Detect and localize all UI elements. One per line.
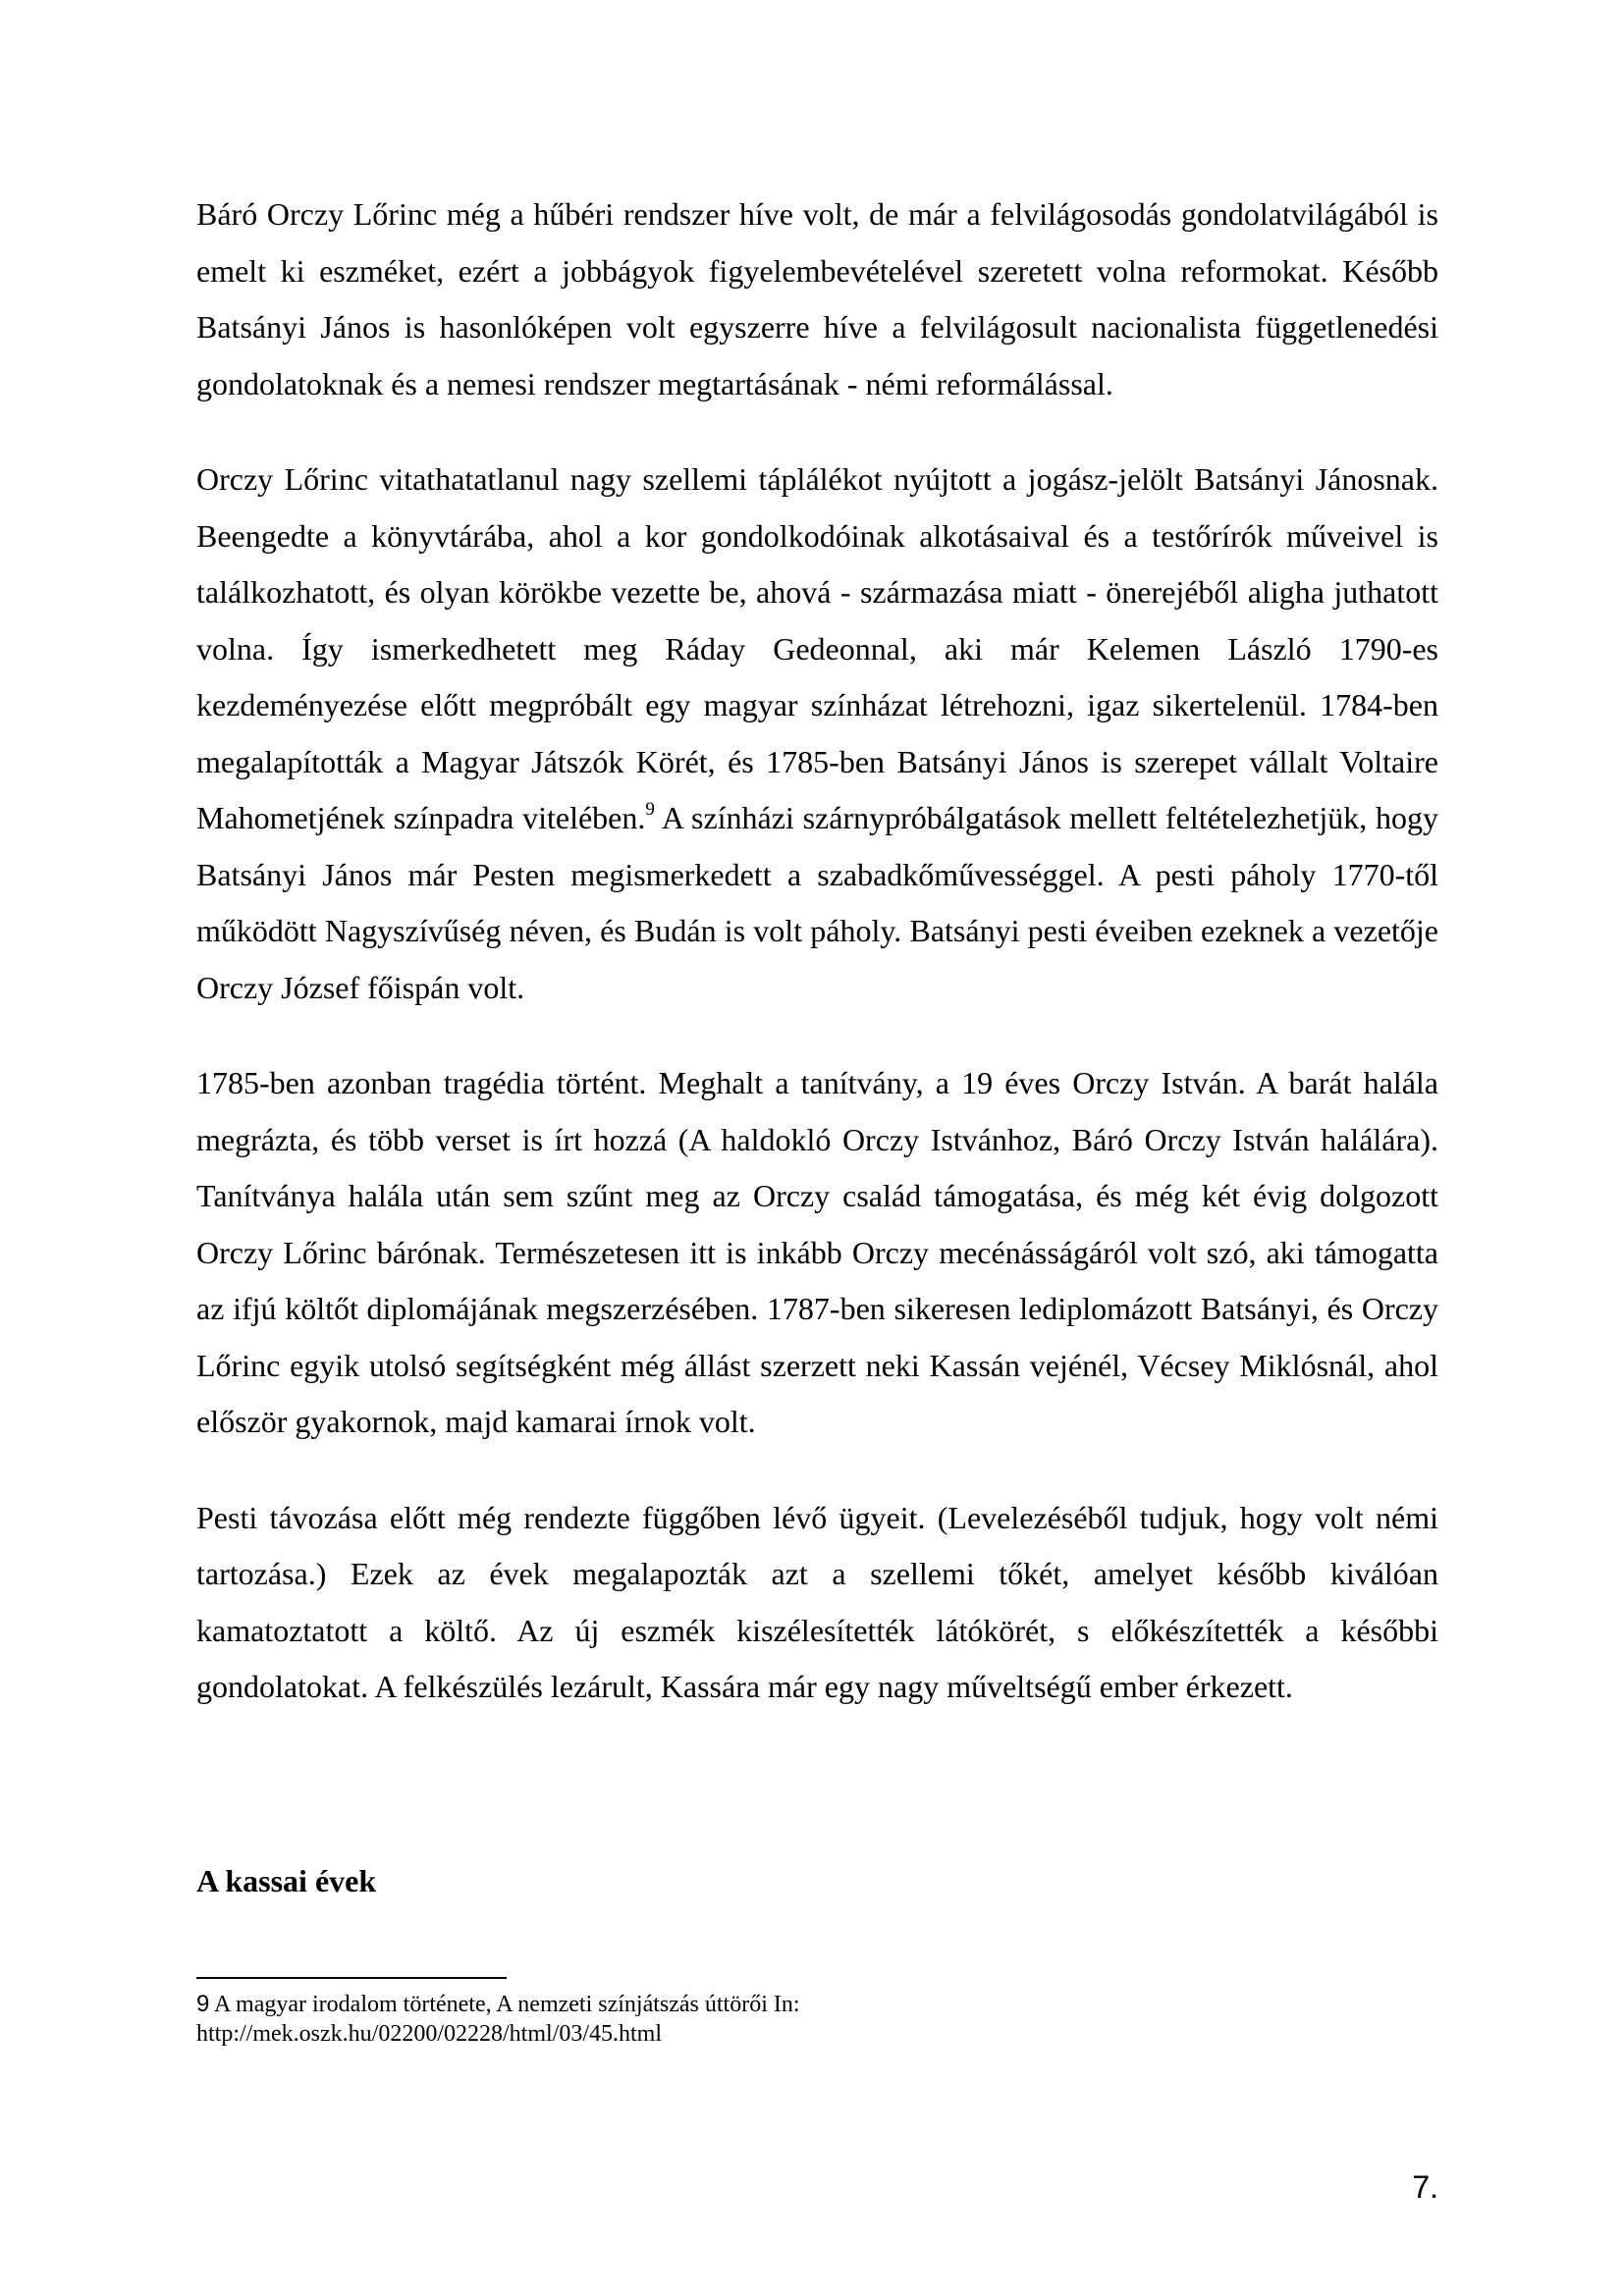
footnote-number: 9 — [196, 1991, 210, 2017]
footnote-line-1 — [196, 1990, 1438, 2019]
section-heading: A kassai évek — [196, 1863, 377, 1898]
body-text — [196, 187, 1438, 1755]
footnote-9 — [196, 1990, 1438, 2049]
footnote-url: http://mek.oszk.hu/02200/02228/html/03/45.html — [196, 2021, 662, 2047]
paragraph-2-text-before-note: Orczy Lőrinc vitathatatlanul nagy szellemi táplálékot nyújtott a jogász-jelölt Batsányi Jánosnak. Beengedte a könyvtárába, ahol a kor gondolkodóinak alkotásaival és a testőrírók műveivel is találkozhatott, és olyan körökbe vezette be, ahová - származása miatt - önerejéből aligha juthatott volna. Így ismerkedhetett meg Ráday Gedeonnal, aki már Kelemen László 1790-es kezdeményezése előtt megpróbált egy magyar színházat létrehozni, igaz sikertelenül. 1784-ben megalapították a Magyar Játszók Körét, és 1785-ben Batsányi János is szerepet vállalt Voltaire Mahometjének színpadra vitelében. — [196, 461, 1438, 835]
footnote-reference-9: 9 — [645, 799, 655, 821]
page-number: 7. — [1412, 2169, 1438, 2205]
paragraph-4: Pesti távozása előtt még rendezte függőben lévő ügyeit. (Levelezéséből tudjuk, hogy volt némi tartozása.) Ezek az évek megalapozták azt a szellemi tőkét, amelyet később kiválóan kamatoztatott a költő. Az új eszmék kiszélesítették látókörét, s előkészítették a későbbi gondolatokat. A felkészülés lezárult, Kassára már egy nagy műveltségű ember érkezett. — [196, 1499, 1438, 1704]
paragraph-1: Báró Orczy Lőrinc még a hűbéri rendszer híve volt, de már a felvilágosodás gondolatvilágából is emelt ki eszméket, ezért a jobbágyok figyelembevételével szeretett volna reformokat. Később Batsányi János is hasonlóképen volt egyszerre híve a felvilágosult nacionalista függetlenedési gondolatoknak és a nemesi rendszer megtartásának - némi reformálással. — [196, 196, 1438, 401]
paragraph-2-text-after-note: A színházi szárnypróbálgatások mellett feltételezhetjük, hogy Batsányi János már Pesten megismerkedett a szabadkőművességgel. A pesti páholy 1770-től működött Nagyszívűség néven, és Budán is volt páholy. Batsányi pesti éveiben ezeknek a vezetője Orczy József főispán volt. — [196, 800, 1439, 1005]
footnote-separator — [196, 1977, 507, 1979]
paragraph-3: 1785-ben azonban tragédia történt. Meghalt a tanítvány, a 19 éves Orczy István. A barát halála megrázta, és több verset is írt hozzá (A haldokló Orczy Istvánhoz, Báró Orczy István halálára). Tanítványa halála után sem szűnt meg az Orczy család támogatása, és még két évig dolgozott Orczy Lőrinc bárónak. Természetesen itt is inkább Orczy mecénásságáról volt szó, aki támogatta az ifjú költőt diplomájának megszerzésében. 1787-ben sikeresen lediplomázott Batsányi, és Orczy Lőrinc egyik utolsó segítségként még állást szerzett neki Kassán vejénél, Vécsey Miklósnál, ahol először gyakornok, majd kamarai írnok volt. — [196, 1065, 1438, 1439]
footnote-source-title: A magyar irodalom története, A nemzeti színjátszás úttörői In: — [209, 1992, 800, 2017]
paragraph-2 — [196, 452, 1438, 1016]
